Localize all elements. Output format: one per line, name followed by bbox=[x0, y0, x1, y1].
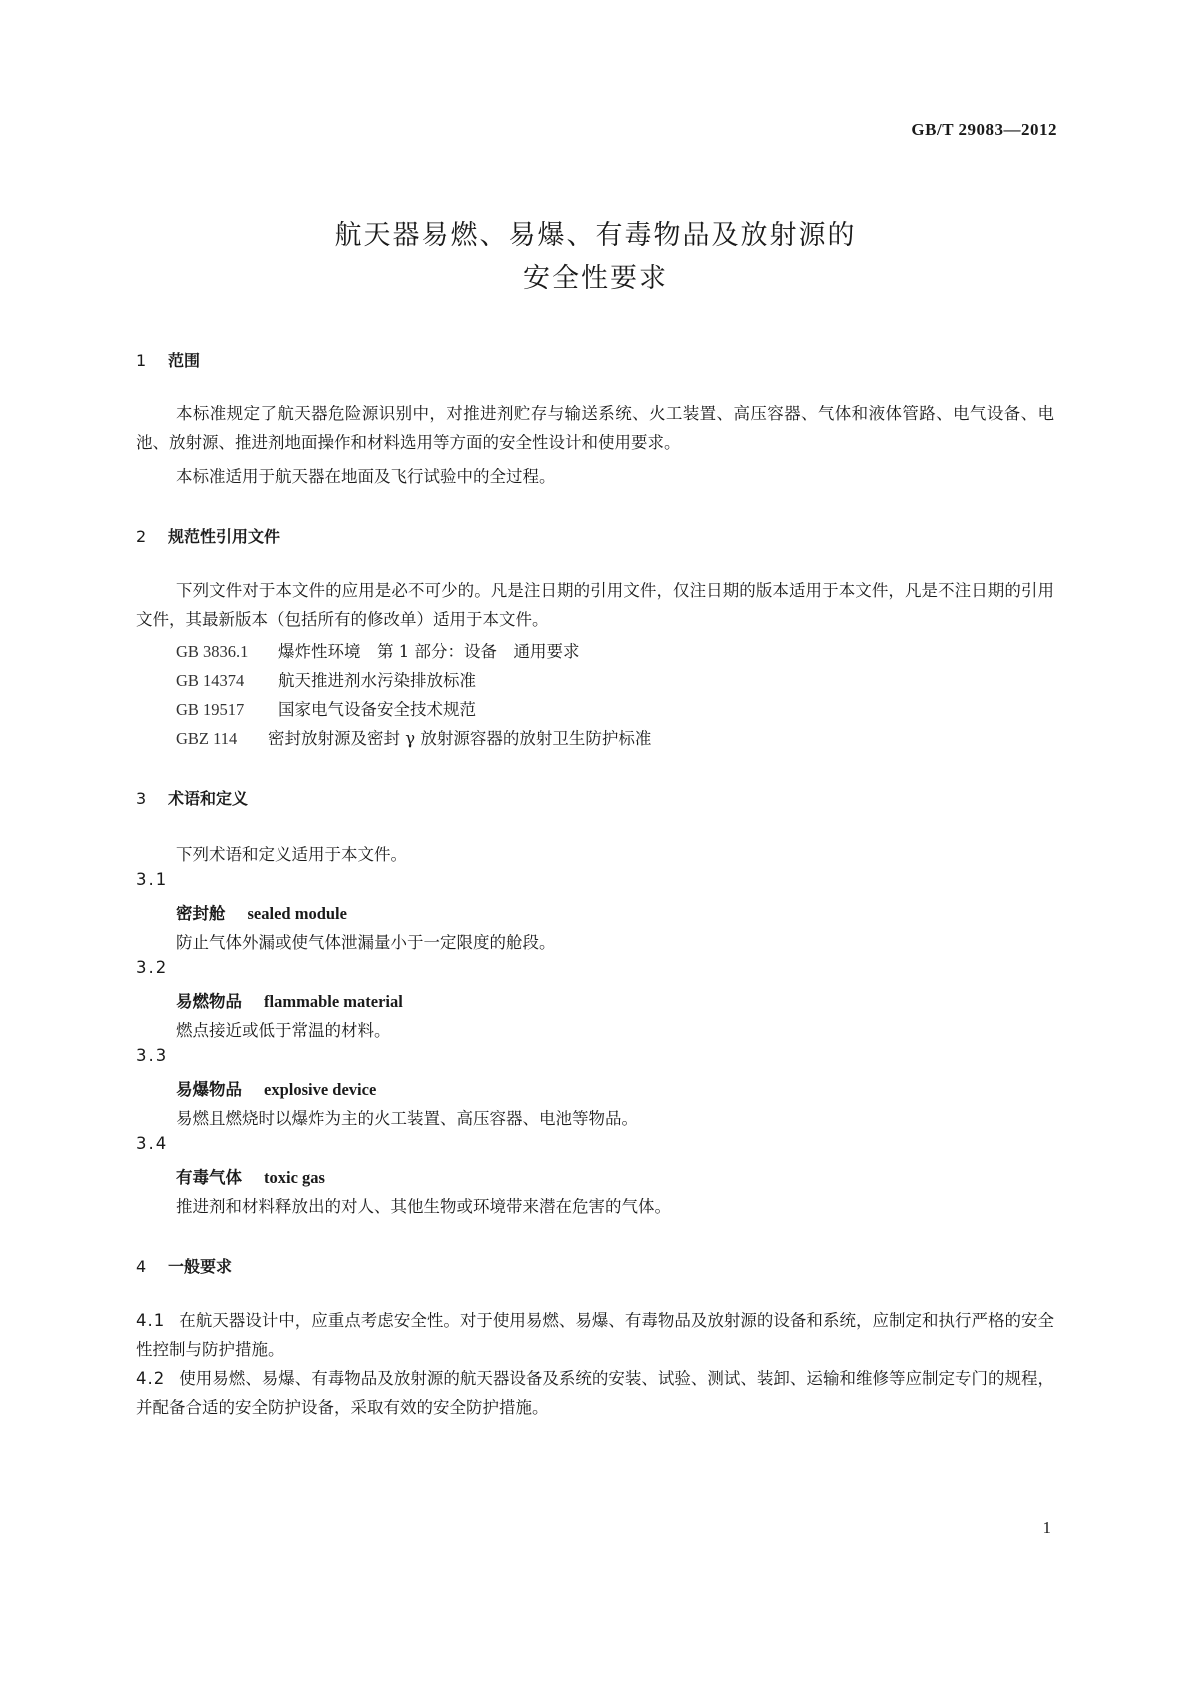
term-number: 3.2 bbox=[136, 958, 169, 977]
section-heading-normative-references bbox=[136, 524, 280, 547]
scope-paragraph-1: 本标准规定了航天器危险源识别中，对推进剂贮存与输送系统、火工装置、高压容器、气体和液体管路、电气设备、电池、放射源、推进剂地面操作和材料选用等方面的安全性设计和使用要求。 bbox=[136, 404, 1054, 452]
reference-title: 爆炸性环境 第 1 部分：设备 通用要求 bbox=[278, 642, 580, 661]
reference-code: GB 3836.1 bbox=[176, 642, 249, 661]
reference-item bbox=[176, 696, 476, 720]
reference-item bbox=[176, 667, 476, 691]
clause-text: 在航天器设计中，应重点考虑安全性。对于使用易燃、易爆、有毒物品及放射源的设备和系统，应制定和执行严格的安全性控制与防护措施。 bbox=[136, 1311, 1054, 1359]
term-chinese: 易爆物品 bbox=[176, 1080, 242, 1099]
term-english: flammable material bbox=[264, 992, 403, 1011]
section-number: 3 bbox=[136, 789, 147, 808]
clause-4-2 bbox=[136, 1364, 1054, 1422]
document-title-line-2: 安全性要求 bbox=[523, 263, 668, 294]
term-number: 3.1 bbox=[136, 870, 169, 889]
term-chinese: 易燃物品 bbox=[176, 992, 242, 1011]
section-title: 范围 bbox=[168, 351, 201, 370]
section-heading-scope bbox=[136, 348, 200, 371]
term-chinese: 有毒气体 bbox=[176, 1168, 242, 1187]
section-heading-terms bbox=[136, 786, 248, 809]
term-definition: 防止气体外漏或使气体泄漏量小于一定限度的舱段。 bbox=[176, 933, 556, 952]
references-intro: 下列文件对于本文件的应用是必不可少的。凡是注日期的引用文件，仅注日期的版本适用于本文件，凡是不注日期的引用文件，其最新版本（包括所有的修改单）适用于本文件。 bbox=[136, 581, 1054, 629]
section-number: 4 bbox=[136, 1257, 147, 1276]
term-entry bbox=[176, 1164, 325, 1188]
section-title: 规范性引用文件 bbox=[168, 527, 281, 546]
section-number: 2 bbox=[136, 527, 147, 546]
page-number: 1 bbox=[1042, 1518, 1051, 1537]
reference-item bbox=[176, 638, 580, 662]
clause-number: 4.2 bbox=[136, 1369, 166, 1388]
term-definition: 燃点接近或低于常温的材料。 bbox=[176, 1021, 391, 1040]
reference-item bbox=[176, 725, 651, 749]
clause-number: 4.1 bbox=[136, 1311, 166, 1330]
scope-paragraph-2: 本标准适用于航天器在地面及飞行试验中的全过程。 bbox=[176, 467, 556, 486]
reference-code: GBZ 114 bbox=[176, 729, 238, 748]
standard-code: GB/T 29083—2012 bbox=[911, 120, 1057, 139]
term-entry bbox=[176, 988, 403, 1012]
term-english: sealed module bbox=[247, 904, 347, 923]
term-entry bbox=[176, 1076, 376, 1100]
term-entry bbox=[176, 900, 347, 924]
section-number: 1 bbox=[136, 351, 147, 370]
term-number: 3.3 bbox=[136, 1046, 169, 1065]
clause-4-1 bbox=[136, 1306, 1054, 1364]
reference-code: GB 14374 bbox=[176, 671, 245, 690]
section-title: 一般要求 bbox=[168, 1257, 233, 1276]
reference-code: GB 19517 bbox=[176, 700, 245, 719]
clause-text: 使用易燃、易爆、有毒物品及放射源的航天器设备及系统的安装、试验、测试、装卸、运输和维修等应制定专门的规程，并配备合适的安全防护设备，采取有效的安全防护措施。 bbox=[136, 1369, 1054, 1417]
reference-title: 国家电气设备安全技术规范 bbox=[278, 700, 476, 719]
section-title: 术语和定义 bbox=[168, 789, 249, 808]
terms-intro: 下列术语和定义适用于本文件。 bbox=[176, 845, 407, 864]
section-heading-general-requirements bbox=[136, 1254, 232, 1277]
reference-title: 航天推进剂水污染排放标准 bbox=[278, 671, 476, 690]
reference-title: 密封放射源及密封 γ 放射源容器的放射卫生防护标准 bbox=[268, 729, 652, 748]
term-definition: 推进剂和材料释放出的对人、其他生物或环境带来潜在危害的气体。 bbox=[176, 1197, 671, 1216]
document-title-line-1: 航天器易燃、易爆、有毒物品及放射源的 bbox=[334, 220, 857, 251]
term-chinese: 密封舱 bbox=[176, 904, 226, 923]
term-definition: 易燃且燃烧时以爆炸为主的火工装置、高压容器、电池等物品。 bbox=[176, 1109, 638, 1128]
term-number: 3.4 bbox=[136, 1134, 169, 1153]
term-english: toxic gas bbox=[264, 1168, 325, 1187]
term-english: explosive device bbox=[264, 1080, 377, 1099]
